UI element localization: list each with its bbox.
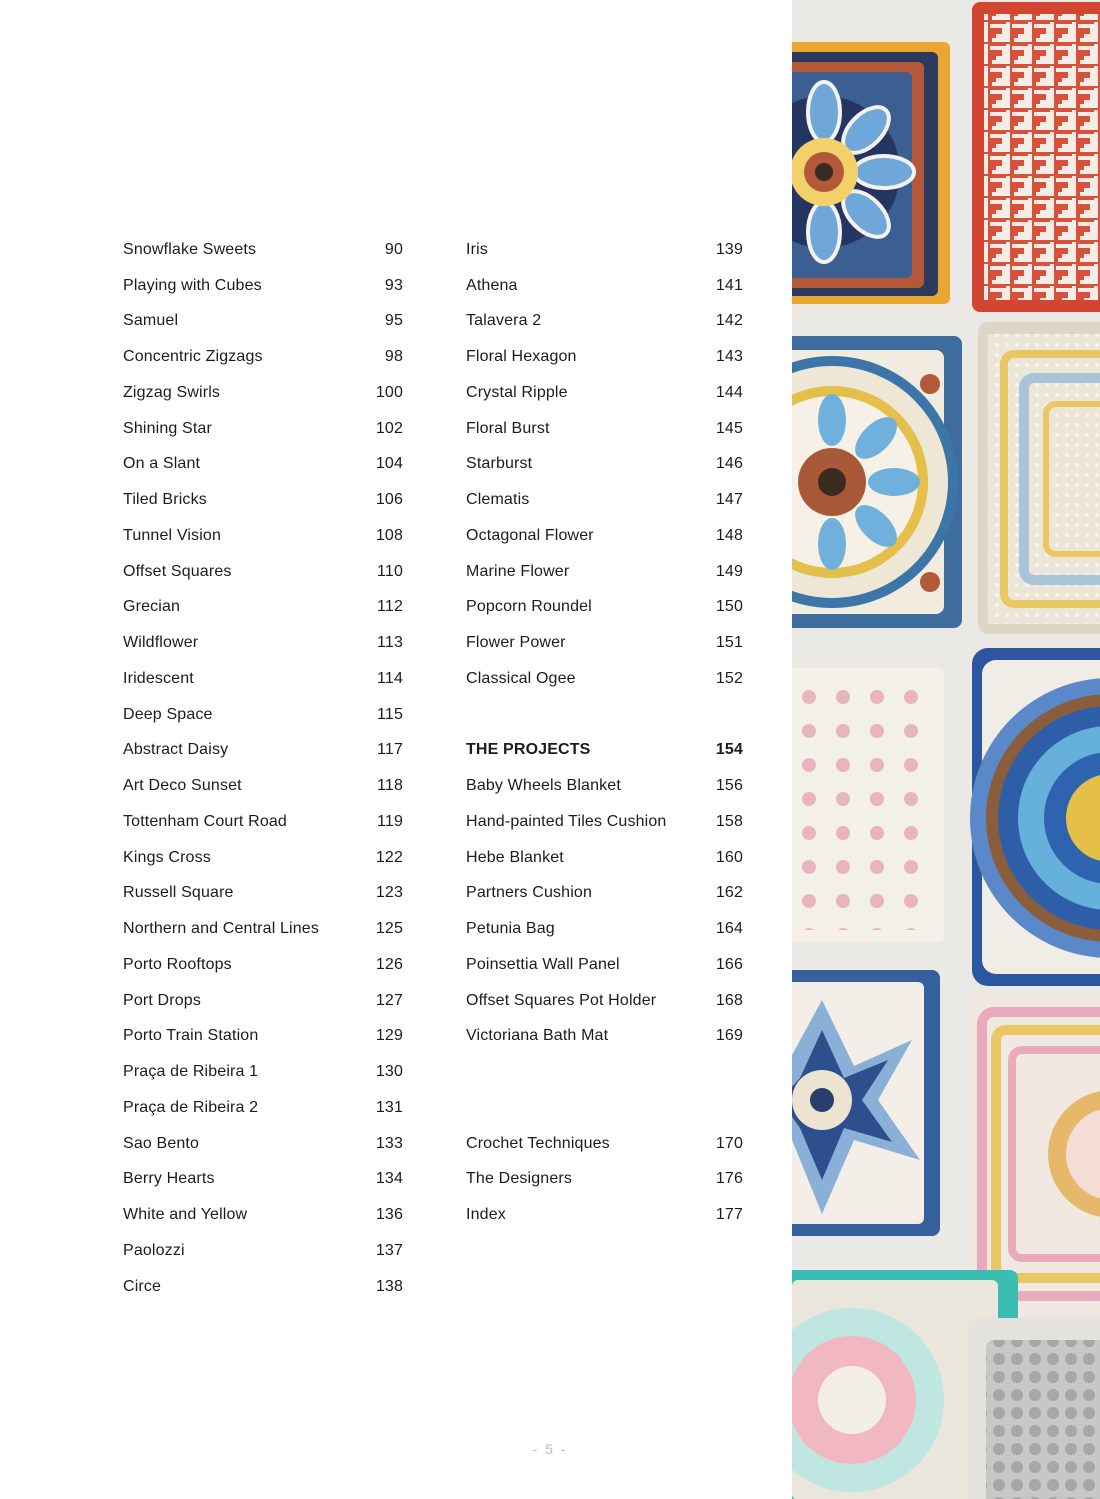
toc-entry-page: 119 — [377, 812, 403, 830]
toc-entry-title: Tunnel Vision — [123, 526, 222, 544]
toc-entry-title: Starburst — [466, 455, 533, 473]
toc-entry-title: Northern and Central Lines — [123, 920, 320, 938]
toc-entry-page: 166 — [715, 955, 743, 973]
toc-entry-page: 106 — [375, 491, 403, 509]
toc-entry-page: 156 — [715, 777, 743, 795]
toc-entry-title: Tiled Bricks — [123, 491, 207, 509]
toc-entry-page: 102 — [375, 419, 403, 437]
square-blue-flower — [792, 42, 950, 304]
square-pink-dots — [792, 668, 944, 942]
toc-entry — [123, 304, 403, 340]
square-pink-yellow — [968, 994, 1100, 1314]
toc-entry — [466, 947, 743, 983]
toc-entry — [466, 518, 743, 554]
toc-entry-title: Victoriana Bath Mat — [466, 1027, 609, 1045]
toc-entry-title: Praça de Ribeira 1 — [123, 1063, 259, 1081]
toc-entry — [123, 339, 403, 375]
toc-column-1 — [123, 232, 403, 1305]
toc-entry-page: 117 — [377, 741, 403, 759]
toc-entry-title: Athena — [466, 276, 518, 294]
toc-entry-title: Floral Burst — [466, 419, 550, 437]
toc-entry-title: Kings Cross — [123, 848, 211, 866]
toc-entry — [466, 482, 743, 518]
toc-entry-page: 126 — [375, 955, 403, 973]
toc-entry-page: 150 — [715, 598, 743, 616]
toc-entry — [466, 1126, 743, 1162]
toc-entry — [123, 411, 403, 447]
toc-entry — [466, 804, 743, 840]
square-cream-circle — [792, 336, 962, 628]
toc-entry — [466, 983, 743, 1019]
toc-entry — [123, 1126, 403, 1162]
toc-entry-page: 127 — [375, 991, 403, 1009]
toc-entry-page: 133 — [375, 1134, 403, 1152]
toc-entry-title: Index — [466, 1206, 506, 1224]
toc-entry-title: Baby Wheels Blanket — [466, 777, 621, 795]
toc-entry — [466, 1162, 743, 1198]
toc-entry — [466, 661, 743, 697]
crochet-squares-photo — [792, 0, 1100, 1499]
toc-entry — [123, 661, 403, 697]
toc-entry — [466, 733, 743, 769]
toc-entry — [123, 697, 403, 733]
toc-entry — [466, 447, 743, 483]
toc-entry-title: Deep Space — [123, 705, 213, 723]
toc-entry-title: Poinsettia Wall Panel — [466, 955, 620, 973]
toc-entry — [466, 411, 743, 447]
toc-entry — [466, 375, 743, 411]
toc-entry-title: White and Yellow — [123, 1206, 248, 1224]
toc-entry-title: Crochet Techniques — [466, 1134, 610, 1152]
toc-entry-title: Circe — [123, 1277, 162, 1295]
toc-entry — [123, 375, 403, 411]
toc-entry — [466, 1197, 743, 1233]
square-blue-star — [792, 970, 940, 1236]
toc-entry-page: 177 — [715, 1206, 743, 1224]
toc-entry — [466, 876, 743, 912]
toc-entry-page: 93 — [384, 276, 403, 294]
toc-entry-page: 114 — [377, 669, 403, 687]
toc-entry-title: Snowflake Sweets — [123, 240, 257, 258]
toc-entry — [123, 268, 403, 304]
toc-entry — [123, 1054, 403, 1090]
toc-entry-title: Octagonal Flower — [466, 526, 594, 544]
toc-entry-page: 123 — [375, 884, 403, 902]
toc-entry-page: 146 — [715, 455, 743, 473]
toc-entry-page: 108 — [375, 526, 403, 544]
toc-entry-page: 131 — [375, 1098, 403, 1116]
square-blue-mandala — [970, 648, 1100, 986]
toc-entry-page: 112 — [377, 598, 403, 616]
page-number: - 5 - — [532, 1441, 568, 1457]
toc-entry-page: 100 — [375, 383, 403, 401]
toc-entry-title: THE PROJECTS — [466, 741, 591, 759]
toc-entry — [123, 840, 403, 876]
toc-entry-title: Talavera 2 — [466, 312, 542, 330]
toc-entry-page: 170 — [715, 1134, 743, 1152]
toc-entry — [123, 983, 403, 1019]
toc-entry-title: Classical Ogee — [466, 669, 576, 687]
toc-entry-title: Partners Cushion — [466, 884, 593, 902]
toc-entry-title: Zigzag Swirls — [123, 383, 221, 401]
toc-entry — [123, 482, 403, 518]
toc-entry-title: The Designers — [466, 1170, 572, 1188]
toc-entry-page: 160 — [715, 848, 743, 866]
toc-entry-page: 162 — [715, 884, 743, 902]
toc-entry-title: Popcorn Roundel — [466, 598, 592, 616]
toc-entry-title: Hand-painted Tiles Cushion — [466, 812, 667, 830]
square-red-maze — [972, 2, 1100, 312]
toc-entry-title: Offset Squares — [123, 562, 232, 580]
toc-entry-title: Hebe Blanket — [466, 848, 564, 866]
toc-entry-title: Playing with Cubes — [123, 276, 262, 294]
toc-entry-page: 143 — [715, 348, 743, 366]
toc-entry — [123, 876, 403, 912]
toc-entry-page: 176 — [715, 1170, 743, 1188]
toc-entry-page: 144 — [715, 383, 743, 401]
toc-entry — [466, 339, 743, 375]
toc-entry-page: 169 — [715, 1027, 743, 1045]
toc-entry — [123, 232, 403, 268]
toc-entry — [123, 804, 403, 840]
toc-entry-page: 113 — [377, 634, 403, 652]
toc-entry-page: 115 — [377, 705, 403, 723]
toc-entry-page: 134 — [375, 1170, 403, 1188]
toc-entry-page: 168 — [715, 991, 743, 1009]
toc-entry-page: 95 — [384, 312, 403, 330]
toc-entry-title: Port Drops — [123, 991, 201, 1009]
toc-entry — [466, 232, 743, 268]
toc-entry-title: Samuel — [123, 312, 179, 330]
toc-entry-page: 149 — [715, 562, 743, 580]
toc-entry — [123, 625, 403, 661]
toc-entry-title: Marine Flower — [466, 562, 570, 580]
toc-entry-title: Porto Rooftops — [123, 955, 232, 973]
toc-entry — [123, 911, 403, 947]
toc-entry-page: 151 — [715, 634, 743, 652]
toc-entry — [123, 733, 403, 769]
toc-entry-title: Iridescent — [123, 669, 194, 687]
crochet-squares-image — [792, 0, 1100, 1499]
toc-entry-title: Flower Power — [466, 634, 566, 652]
toc-entry — [123, 1269, 403, 1305]
toc-entry-page: 164 — [715, 920, 743, 938]
toc-entry-title: Offset Squares Pot Holder — [466, 991, 657, 1009]
toc-entry-page: 148 — [715, 526, 743, 544]
toc-entry-page: 125 — [375, 920, 403, 938]
toc-entry — [466, 768, 743, 804]
toc-entry — [123, 1019, 403, 1055]
toc-entry-title: Petunia Bag — [466, 920, 555, 938]
toc-entry-page: 118 — [377, 777, 403, 795]
toc-entry-title: Paolozzi — [123, 1241, 185, 1259]
toc-entry-page: 90 — [384, 240, 403, 258]
toc-entry-title: On a Slant — [123, 455, 201, 473]
square-gray-puff — [968, 1318, 1100, 1499]
toc-entry — [466, 304, 743, 340]
toc-entry-page: 104 — [375, 455, 403, 473]
toc-entry-title: Berry Hearts — [123, 1170, 215, 1188]
toc-entry-page: 122 — [375, 848, 403, 866]
toc-entry-title: Shining Star — [123, 419, 212, 437]
toc-entry — [123, 947, 403, 983]
toc-entry-page: 130 — [375, 1063, 403, 1081]
toc-entry-page: 141 — [715, 276, 743, 294]
toc-entry-title: Porto Train Station — [123, 1027, 259, 1045]
toc-entry-page: 138 — [375, 1277, 403, 1295]
toc-entry-page: 139 — [715, 240, 743, 258]
toc-entry-page: 147 — [715, 491, 743, 509]
toc-entry — [466, 911, 743, 947]
toc-entry-page: 129 — [375, 1027, 403, 1045]
toc-entry — [123, 518, 403, 554]
toc-entry-title: Concentric Zigzags — [123, 348, 263, 366]
toc-entry — [123, 554, 403, 590]
toc-entry — [123, 1233, 403, 1269]
toc-entry-page: 136 — [375, 1206, 403, 1224]
toc-entry-title: Clematis — [466, 491, 530, 509]
toc-entry-title: Crystal Ripple — [466, 383, 568, 401]
toc-entry-page: 98 — [384, 348, 403, 366]
toc-entry — [466, 840, 743, 876]
toc-entry-title: Abstract Daisy — [123, 741, 229, 759]
toc-entry-title: Wildflower — [123, 634, 199, 652]
toc-entry-title: Russell Square — [123, 884, 234, 902]
toc-entry-title: Art Deco Sunset — [123, 777, 242, 795]
toc-entry-page: 137 — [375, 1241, 403, 1259]
toc-entry — [466, 625, 743, 661]
toc-entry — [123, 447, 403, 483]
toc-entry — [466, 554, 743, 590]
toc-entry-title: Floral Hexagon — [466, 348, 577, 366]
toc-entry — [466, 1019, 743, 1055]
toc-entry-title: Sao Bento — [123, 1134, 200, 1152]
toc-entry-title: Praça de Ribeira 2 — [123, 1098, 259, 1116]
toc-entry — [123, 1090, 403, 1126]
toc-entry-title: Grecian — [123, 598, 181, 616]
toc-entry — [123, 768, 403, 804]
toc-entry-title: Iris — [466, 240, 488, 258]
toc-entry — [123, 1197, 403, 1233]
toc-entry-title: Tottenham Court Road — [123, 812, 287, 830]
toc-entry — [123, 590, 403, 626]
toc-entry-page: 110 — [377, 562, 403, 580]
toc-entry — [466, 268, 743, 304]
square-cream-yellow — [978, 322, 1100, 634]
toc-entry-page: 142 — [715, 312, 743, 330]
toc-entry-page: 152 — [715, 669, 743, 687]
toc-entry — [123, 1162, 403, 1198]
toc-entry-page: 158 — [715, 812, 743, 830]
toc-entry-page: 154 — [715, 741, 743, 759]
toc-entry-page: 145 — [715, 419, 743, 437]
toc-entry — [466, 590, 743, 626]
toc-column-2 — [466, 232, 743, 1233]
